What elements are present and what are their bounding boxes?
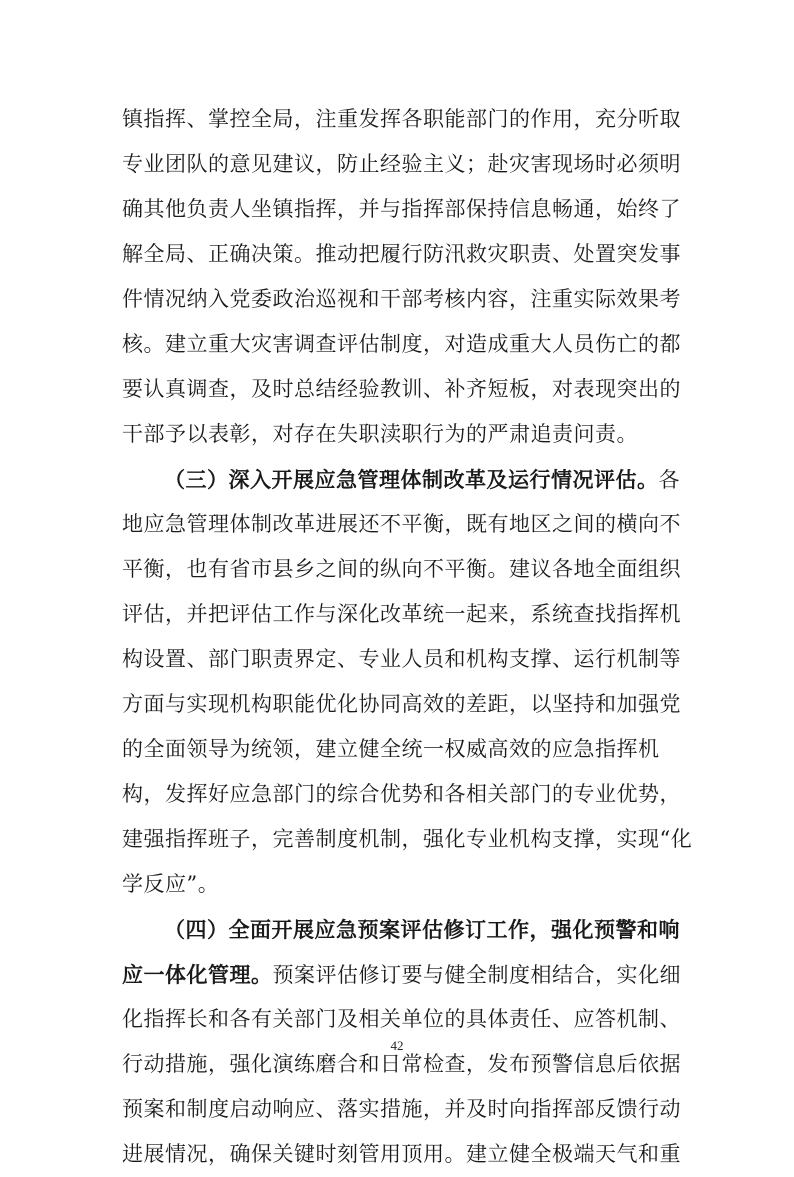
text-line: [122, 682, 681, 727]
paragraph-text: 预案评估修订要与健全制度相结合，实化细: [272, 963, 681, 987]
paragraph-text: 确其他负责人坐镇指挥，并与指挥部保持信息畅通，始终了: [122, 197, 681, 221]
paragraph-text: 的全面领导为统领，建立健全统一权威高效的应急指挥机: [122, 737, 660, 761]
paragraph-text: 构设置、部门职责界定、专业人员和机构支撑、运行机制等: [122, 647, 681, 671]
text-line: [122, 142, 681, 187]
paragraph-text: 件情况纳入党委政治巡视和干部考核内容，注重实际效果考: [122, 287, 681, 311]
text-line: [122, 772, 681, 817]
paragraph-text: 建强指挥班子，完善制度机制，强化专业机构支撑，实现“化: [122, 827, 693, 851]
text-line: [122, 1087, 681, 1132]
text-line: [122, 997, 681, 1042]
section-heading-line: [122, 907, 680, 952]
body-text: [122, 97, 693, 1177]
bold-heading-text: （三）深入开展应急管理体制改革及运行情况评估。: [164, 467, 659, 492]
paragraph-text: 方面与实现机构职能优化协同高效的差距，以坚持和加强党: [122, 692, 681, 716]
paragraph-text: 干部予以表彰，对存在失职渎职行为的严肃追责问责。: [122, 422, 638, 446]
text-line: [122, 547, 681, 592]
text-line: [122, 1132, 681, 1177]
paragraph-text: 学反应”。: [122, 872, 220, 896]
bold-heading-text: （四）全面开展应急预案评估修订工作，强化预警和响: [164, 917, 680, 942]
text-line: [122, 187, 681, 232]
text-line: [122, 637, 681, 682]
paragraph-text: 核。建立重大灾害调查评估制度，对造成重大人员伤亡的都: [122, 332, 681, 356]
paragraph-text: 平衡，也有省市县乡之间的纵向不平衡。建议各地全面组织: [122, 557, 681, 581]
paragraph-text: 地应急管理体制改革进展还不平衡，既有地区之间的横向不: [122, 512, 681, 536]
paragraph-text: 构，发挥好应急部门的综合优势和各相关部门的专业优势，: [122, 782, 681, 806]
paragraph-text: 行动措施，强化演练磨合和日常检查，发布预警信息后依据: [122, 1052, 681, 1076]
paragraph-text: 专业团队的意见建议，防止经验主义；赴灾害现场时必须明: [122, 152, 681, 176]
text-line: [122, 277, 681, 322]
paragraph-text: 各: [658, 468, 680, 492]
text-line: [122, 862, 674, 907]
paragraph-text: 化指挥长和各有关部门及相关单位的具体责任、应答机制、: [122, 1007, 681, 1031]
text-line: [122, 322, 681, 367]
text-line: [122, 727, 674, 772]
paragraph-text: 进展情况，确保关键时刻管用顶用。建立健全极端天气和重: [122, 1142, 681, 1166]
paragraph-text: 解全局、正确决策。推动把履行防汛救灾职责、处置突发事: [122, 242, 681, 266]
text-line: [122, 592, 681, 637]
paragraph-text: 镇指挥、掌控全局，注重发挥各职能部门的作用，充分听取: [122, 107, 681, 131]
section-heading-line: [122, 457, 680, 502]
paragraph-text: 评估，并把评估工作与深化改革统一起来，系统查找指挥机: [122, 602, 681, 626]
paragraph-text: 预案和制度启动响应、落实措施，并及时向指挥部反馈行动: [122, 1097, 681, 1121]
text-line: [122, 412, 674, 457]
text-line: [122, 502, 681, 547]
paragraph-text: 要认真调查，及时总结经验教训、补齐短板，对表现突出的: [122, 377, 681, 401]
text-line: [122, 817, 693, 862]
text-line: [122, 367, 681, 412]
page-number: 42: [390, 1038, 404, 1053]
text-line: [122, 232, 681, 277]
bold-heading-text: 应一体化管理。: [122, 962, 273, 987]
text-line: [122, 97, 681, 142]
text-line: [122, 952, 681, 997]
